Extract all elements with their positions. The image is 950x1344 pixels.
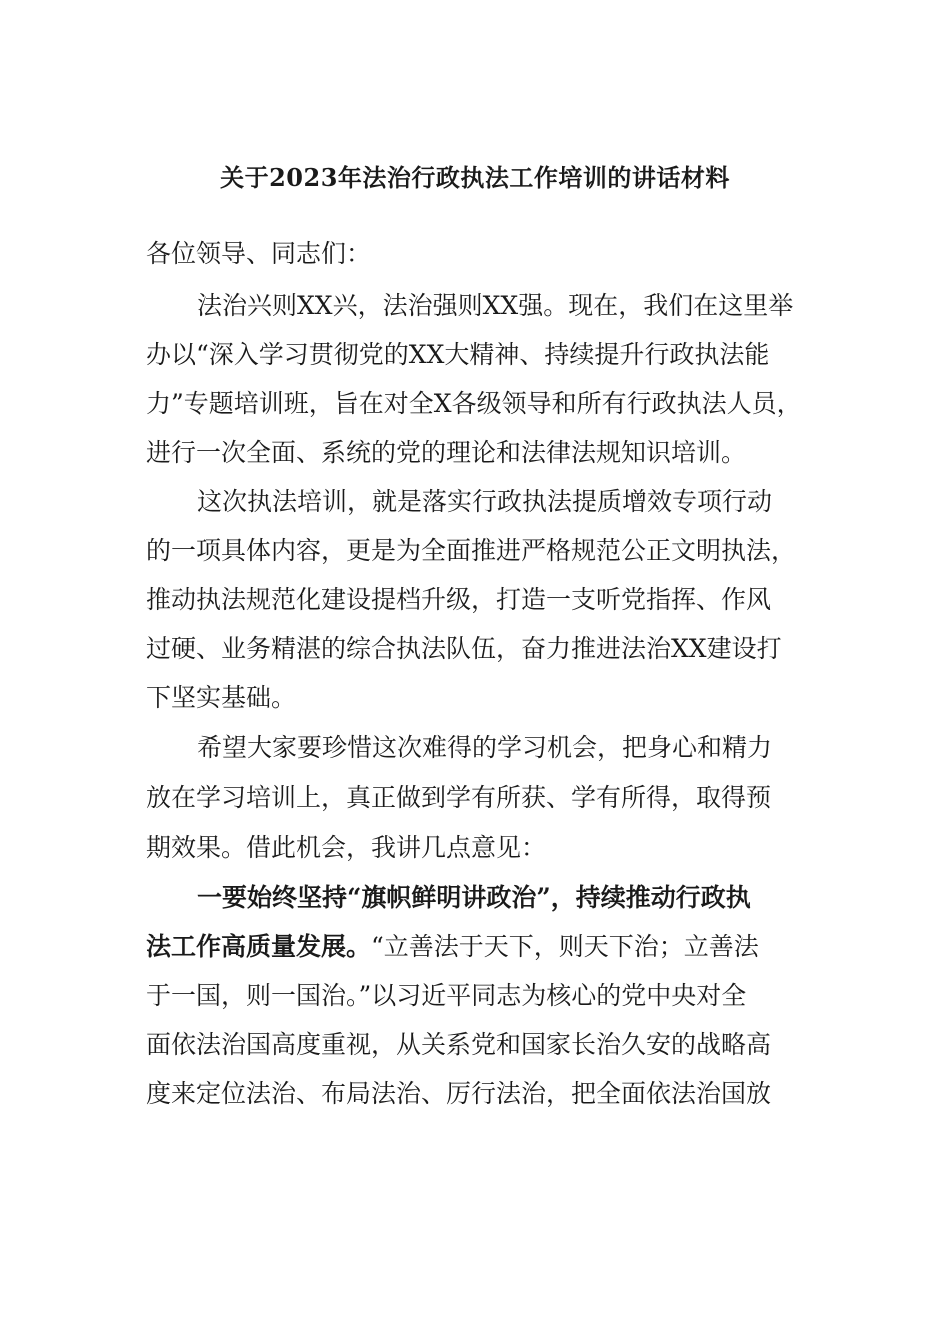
paragraph-2-line-1: 这次执法培训，就是落实行政执法提质增效专项行动 <box>197 487 773 516</box>
paragraph-2-line-4: 过硬、业务精湛的综合执法队伍，奋力推进法治XX建设打 <box>146 634 782 663</box>
paragraph-3-line-2: 放在学习培训上，真正做到学有所获、学有所得，取得预 <box>146 783 772 812</box>
salutation: 各位领导、同志们： <box>146 239 372 268</box>
section-1-heading-line-1: 一要始终坚持“旗帜鲜明讲政治”，持续推动行政执 <box>197 883 751 912</box>
paragraph-1-line-4: 进行一次全面、系统的党的理论和法律法规知识培训。 <box>146 438 747 467</box>
paragraph-4-line-2 <box>146 925 759 969</box>
paragraph-4-line-5: 度来定位法治、布局法治、厉行法治，把全面依法治国放 <box>146 1079 772 1108</box>
paragraph-1-line-3: 力”专题培训班，旨在对全X各级领导和所有行政执法人员， <box>146 389 802 418</box>
paragraph-4-line-2-rest: “立善法于天下，则天下治；立善法 <box>371 932 759 961</box>
paragraph-3-line-1: 希望大家要珍惜这次难得的学习机会，把身心和精力 <box>197 733 773 762</box>
paragraph-2-line-2: 的一项具体内容，更是为全面推进严格规范公正文明执法， <box>146 536 797 565</box>
paragraph-1-line-1: 法治兴则XX兴，法治强则XX强。现在，我们在这里举 <box>197 291 794 320</box>
section-1-heading-line-2: 法工作高质量发展。 <box>146 932 372 961</box>
paragraph-2-line-5: 下坚实基础。 <box>146 683 297 712</box>
paragraph-3-line-3: 期效果。借此机会，我讲几点意见： <box>146 833 547 862</box>
paragraph-2-line-3: 推动执法规范化建设提档升级，打造一支听党指挥、作风 <box>146 585 772 614</box>
document-title: 关于2023年法治行政执法工作培训的讲话材料 <box>220 163 730 192</box>
paragraph-4-line-3: 于一国，则一国治。”以习近平同志为核心的党中央对全 <box>146 981 747 1010</box>
paragraph-1-line-2: 办以“深入学习贯彻党的XX大精神、持续提升行政执法能 <box>146 340 770 369</box>
paragraph-4-line-4: 面依法治国高度重视，从关系党和国家长治久安的战略高 <box>146 1030 772 1059</box>
